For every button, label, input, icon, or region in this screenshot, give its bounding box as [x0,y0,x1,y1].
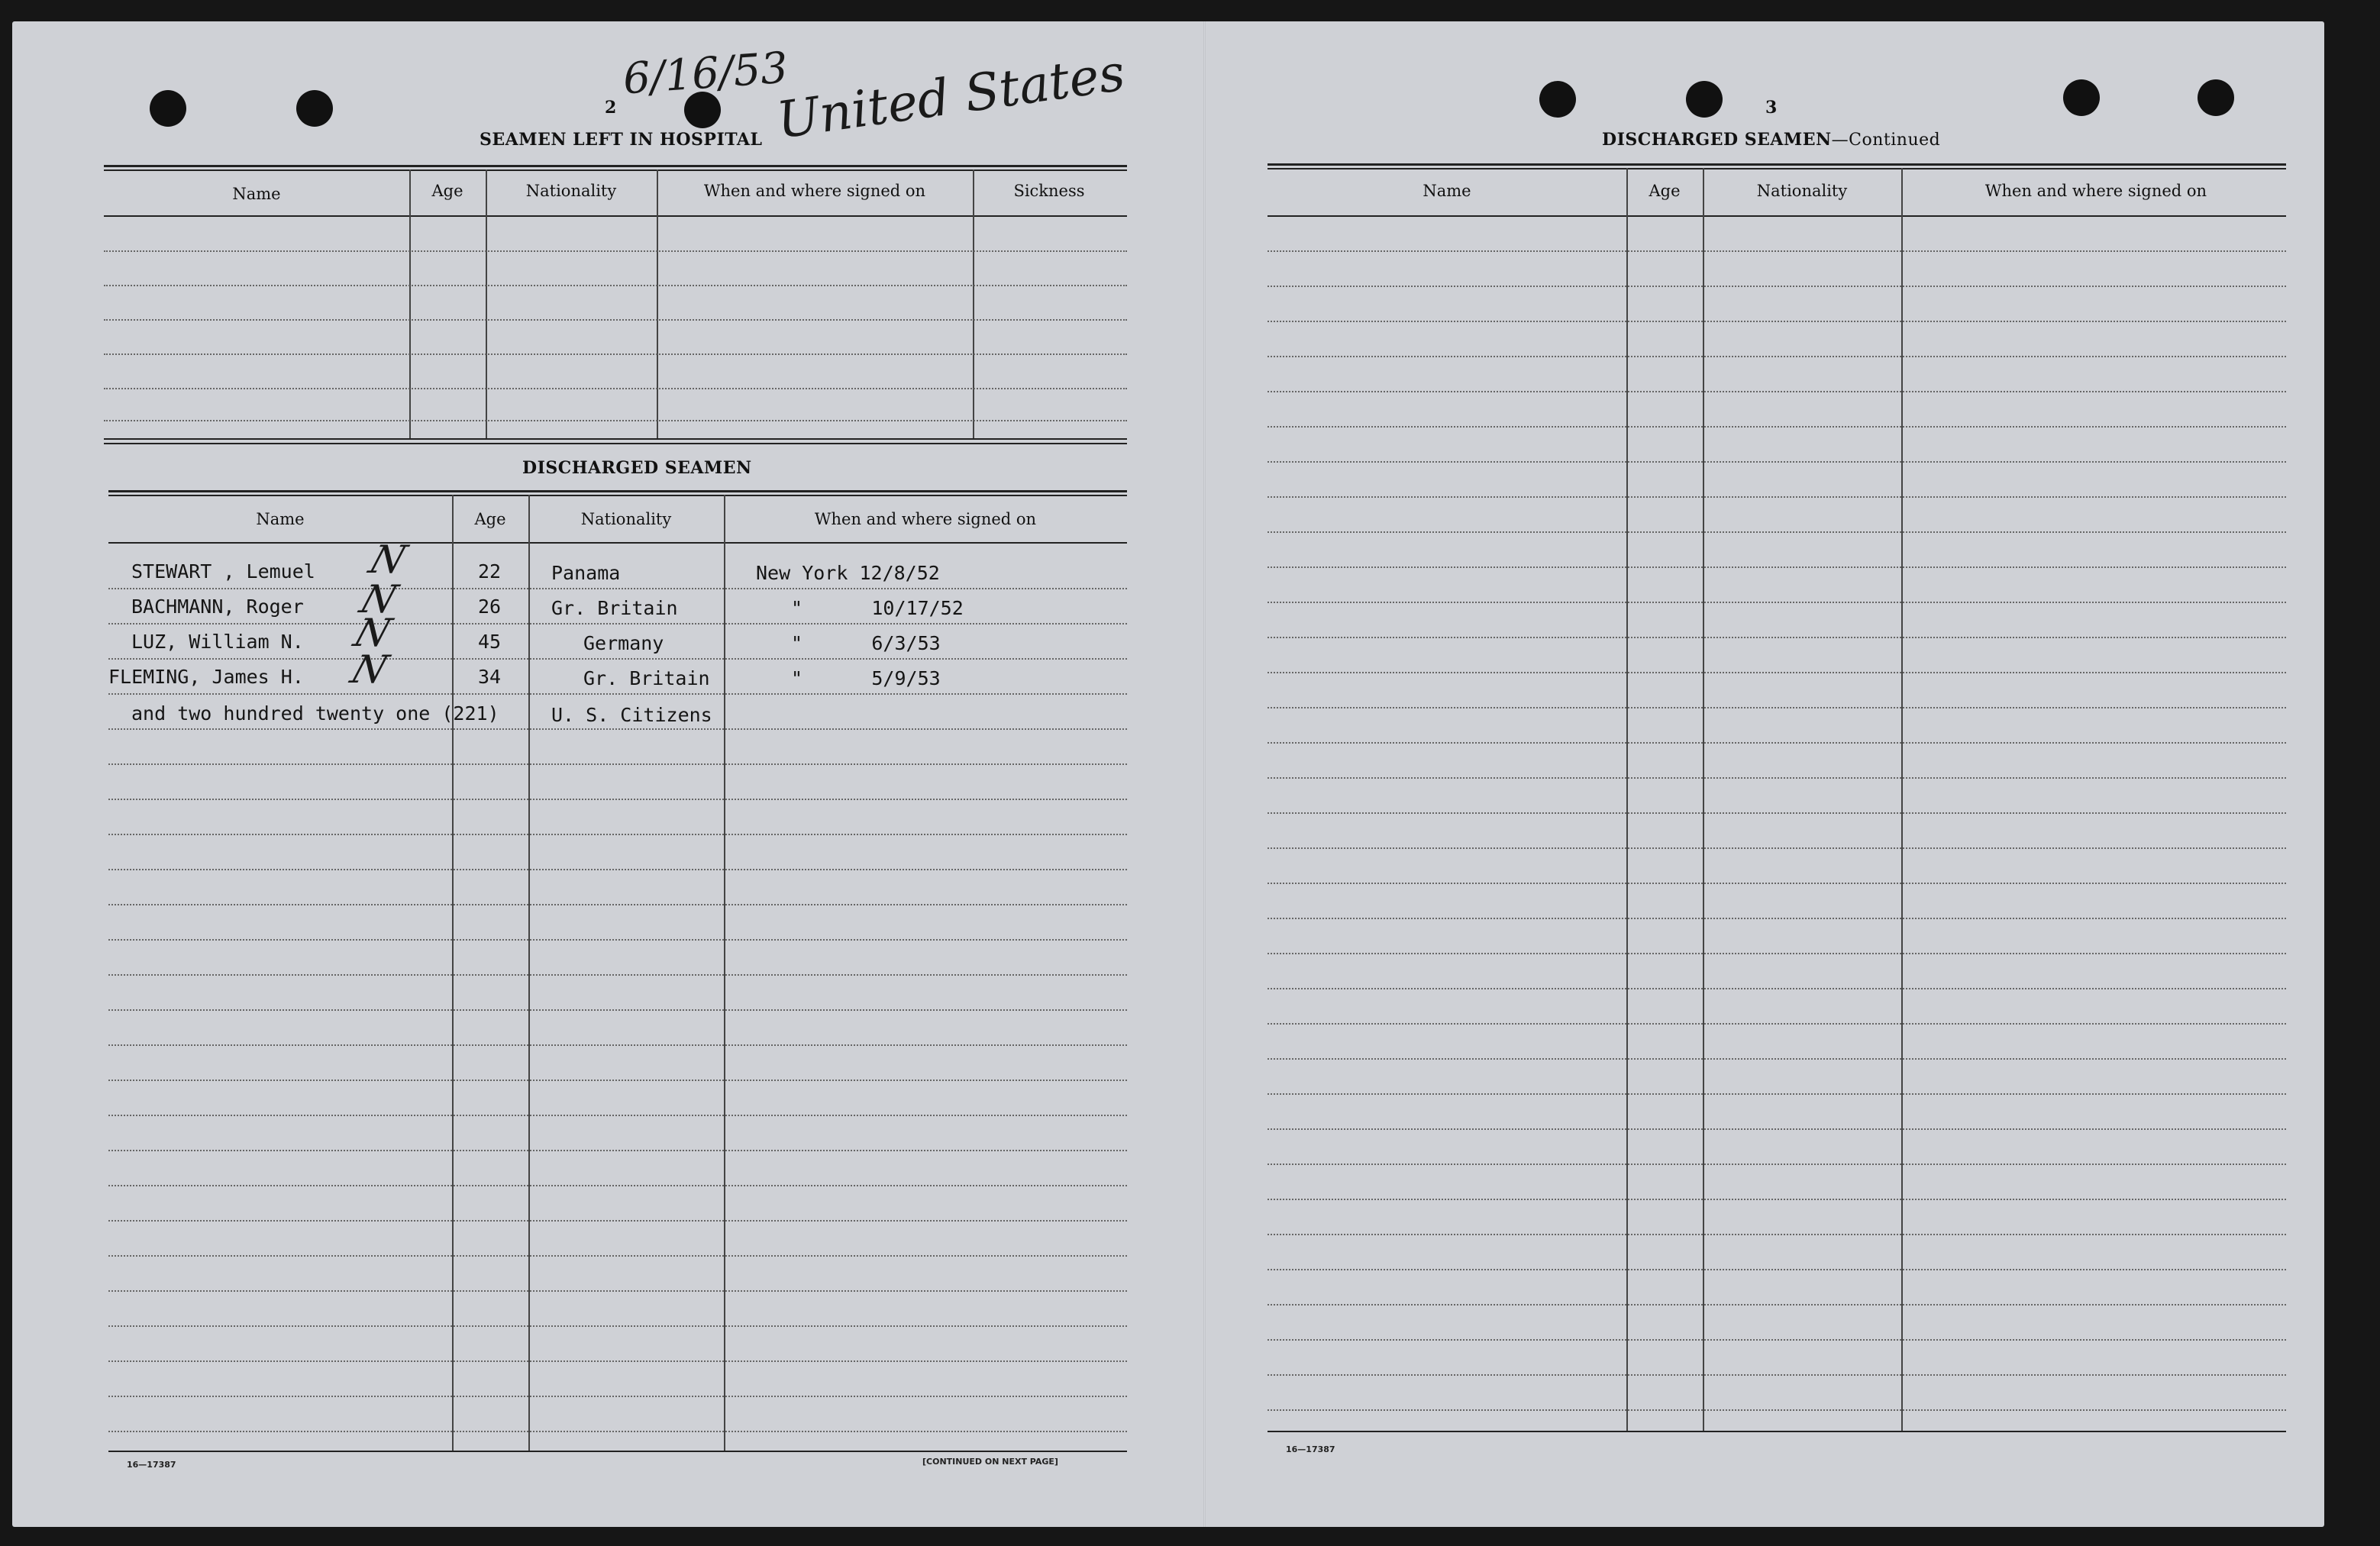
seaman-name: BACHMANN, Roger [131,595,304,618]
seaman-age: 26 [478,595,502,618]
seaman-age: 22 [478,560,502,583]
seaman-age: 45 [478,631,502,653]
seaman-nationality: Germany [583,632,664,654]
punch-hole [1539,81,1576,118]
punch-hole [150,90,186,127]
summary-nationality: U. S. Citizens [551,704,712,726]
seaman-name: STEWART , Lemuel [131,560,315,583]
discharged-col-age: Age [474,510,506,528]
continued-col-signed-on: When and where signed on [1984,182,2207,200]
discharged-col-nationality: Nationality [580,510,672,528]
seaman-age: 34 [478,666,502,688]
seaman-name: LUZ, William N. [131,631,304,653]
continued-col-nationality: Nationality [1756,182,1848,200]
right-title-suffix: —Continued [1831,131,1941,150]
seaman-nationality: Panama [551,562,621,584]
page-fold [1203,21,1206,1527]
continued-col-age: Age [1649,182,1681,200]
hospital-col-name: Name [232,185,281,203]
punch-hole [1686,81,1723,118]
left-page-number: 2 [605,98,617,118]
seaman-signed-on: " 6/3/53 [791,632,941,654]
summary-line: and two hundred twenty one (221) [131,702,499,725]
right-section-title [1602,130,1940,150]
seaman-nationality: Gr. Britain [551,597,678,619]
discharged-col-signed-on: When and where signed on [814,510,1037,528]
punch-hole [2063,79,2100,116]
continued-col-name: Name [1423,182,1471,200]
check-mark: N [348,611,397,655]
handwritten-date: 6/16/53 [621,43,790,105]
discharged-section-title: DISCHARGED SEAMEN [522,458,752,478]
right-page-number: 3 [1765,98,1778,118]
seaman-signed-on: " 5/9/53 [791,667,941,689]
right-title-main: DISCHARGED SEAMEN [1602,130,1832,150]
seaman-name: FLEMING, James H. [108,666,304,688]
continued-note: [CONTINUED ON NEXT PAGE] [922,1457,1058,1467]
punch-hole [2198,79,2234,116]
check-mark: N [354,577,403,621]
hospital-col-age: Age [431,182,463,200]
seaman-signed-on: New York 12/8/52 [756,562,940,584]
document-sheet [12,21,2324,1527]
hospital-col-nationality: Nationality [525,182,617,200]
hospital-section-title: SEAMEN LEFT IN HOSPITAL [480,130,763,150]
discharged-col-name: Name [256,510,305,528]
right-form-number: 16—17387 [1286,1444,1335,1454]
seaman-signed-on: " 10/17/52 [791,597,964,619]
handwritten-place: United States [773,43,1129,150]
hospital-col-signed-on: When and where signed on [703,182,926,200]
check-mark: N [345,647,394,692]
seaman-nationality: Gr. Britain [583,667,710,689]
check-mark: N [363,537,412,582]
hospital-col-sickness: Sickness [1013,182,1085,200]
punch-hole [296,90,333,127]
left-form-number: 16—17387 [127,1460,176,1470]
